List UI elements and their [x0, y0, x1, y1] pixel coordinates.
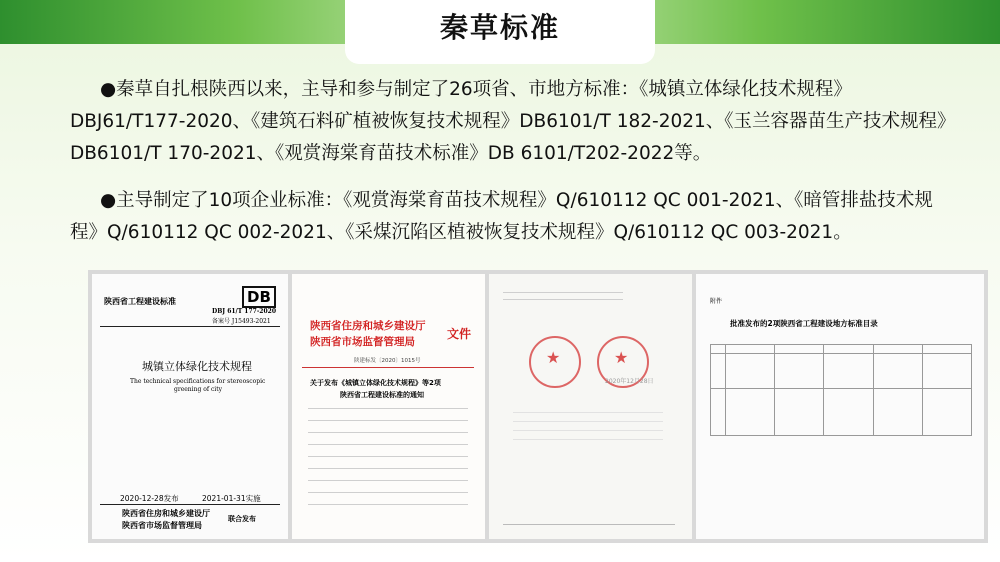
document-notice [292, 274, 485, 539]
signature-page-text [503, 292, 623, 306]
document-attachment [696, 274, 984, 539]
standard-series-label: 陕西省工程建设标准 [104, 297, 176, 306]
header-bar-left [0, 0, 395, 44]
signature-page-rule [503, 524, 675, 525]
notice-body-text [308, 408, 468, 508]
notice-subject-1: 关于发布《城镇立体绿化技术规程》等2项 [310, 379, 441, 387]
attachment-label: 附件 [710, 298, 723, 305]
standards-table [710, 344, 972, 436]
effective-date: 2021-01-31实施 [202, 494, 261, 503]
cover-title-en-1: The technical specifications for stereoscopic [130, 378, 266, 385]
official-seal-left [529, 336, 581, 388]
table-row [711, 354, 972, 389]
attachment-title: 批准发布的2项陕西省工程建设地方标准目录 [730, 319, 878, 328]
standard-code: DBJ 61/T 177-2020 [212, 308, 277, 315]
notice-header-1: 陕西省住房和城乡建设厅 [310, 320, 426, 332]
signature-date: 2020年12月28日 [605, 378, 654, 385]
table-row [711, 389, 972, 436]
table-row [711, 345, 972, 354]
issuer-2: 陕西省市场监督管理局 [122, 521, 202, 530]
notice-doc-number: 陕建标发〔2020〕1015号 [354, 358, 421, 364]
document-signature-page [489, 274, 692, 539]
notice-doc-word: 文件 [447, 327, 472, 341]
db-logo: DB [242, 286, 276, 308]
notice-red-rule [302, 367, 474, 368]
cover-rule-top [100, 326, 280, 327]
signature-page-faded-text [513, 412, 663, 442]
issuer-1: 陕西省住房和城乡建设厅 [122, 509, 210, 518]
paragraph-local-standards: ●秦草自扎根陕西以来，主导和参与制定了26项省、市地方标准：《城镇立体绿化技术规程》DBJ61/T177-2020、《建筑石料矿植被恢复技术规程》DB6101/T 182-2021、《玉兰容器苗生产技术规程》DB6101/T 170-2021、《观赏海棠育苗技术标准》DB 6101/T202-2022等。 [70, 79, 947, 164]
paragraph-enterprise-standards: ●主导制定了10项企业标准：《观赏海棠育苗技术规程》Q/610112 QC 001-2021、《暗管排盐技术规程》Q/610112 QC 002-2021、《采煤沉陷区植被恢复技术规程》Q/610112 QC 003-2021。 [70, 190, 933, 243]
joint-release-label: 联合发布 [228, 515, 256, 523]
notice-header-2: 陕西省市场监督管理局 [310, 336, 415, 348]
notice-subject-2: 陕西省工程建设标准的通知 [340, 391, 424, 399]
cover-title-cn: 城镇立体绿化技术规程 [142, 360, 252, 373]
record-number: 备案号 J15493-2021 [212, 318, 271, 325]
cover-title-en-2: greening of city [174, 386, 223, 393]
slide-title: 秦草标准 [439, 11, 560, 44]
header-bar-right [600, 0, 1000, 44]
cover-rule-bottom [100, 504, 280, 505]
issue-date: 2020-12-28发布 [120, 494, 179, 503]
document-cover [92, 274, 288, 539]
